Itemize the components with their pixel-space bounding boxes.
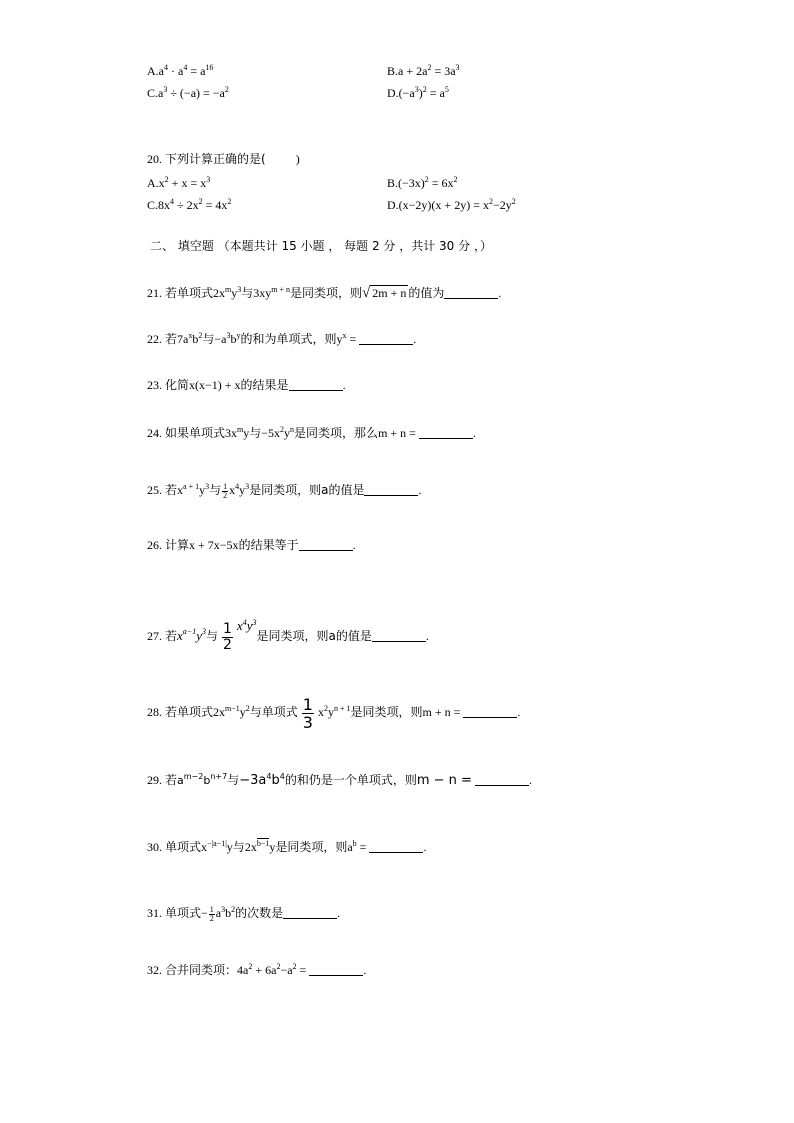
q24: 24. 如果单项式$3x^my$与$-5x^2y^n$是同类项，那么m + n = .: [147, 425, 476, 440]
fraction-half-large: $\frac{1}{2}$: [223, 620, 232, 653]
q20-option-d: $D.(x-2y)(x + 2y) = x^2-2y^2$: [387, 197, 516, 212]
answer-blank[interactable]: [444, 286, 498, 299]
section-title: 二、 填空题 （本题共计 15 小题 ， 每题 2 分 ，共计 30 分 ，）: [150, 239, 492, 253]
answer-blank[interactable]: [463, 705, 517, 718]
answer-blank[interactable]: [289, 378, 343, 391]
answer-blank[interactable]: [309, 963, 363, 976]
answer-blank[interactable]: [475, 773, 529, 786]
q25: 25. 若$x^{a + 1}y^3$与 $\frac{1}{2}$ $x^4y^3$是同类项，则a的值是 .: [147, 481, 422, 500]
q30: 30. 单项式$x^{-|a-1|}y$与$2x^{b-1}y$是同类项，则$a^b$ = .: [147, 839, 427, 854]
answer-blank[interactable]: [369, 840, 423, 853]
q26: 26. 计算x + 7x−5x的结果等于 .: [147, 538, 356, 552]
q28: 28. 若单项式$2x^{m-1}y^2$与单项式 $\frac{1}{3}$ $x^2y^{n + 1}$是同类项，则m + n = .: [147, 695, 521, 732]
q32: 32. 合并同类项：$4a^2 + 6a^2-a^2$ = .: [147, 962, 367, 977]
q19-option-c: $C.a^3 \div (-a) = -a^2$: [147, 85, 229, 100]
answer-blank[interactable]: [359, 332, 413, 345]
q29: 29. 若$a^{m-2}b^{n+7}$与$-3a^4b^4$的和仍是一个单项式，则m − n = .: [147, 772, 532, 788]
q20-stem: 20. 下列计算正确的是( ): [147, 152, 300, 166]
q21: 21. 若单项式$2x^my^3$与$3xy^{m + n}$是同类项，则√ 2m + n 的值为 .: [147, 285, 502, 301]
sqrt-expression: √ 2m + n: [362, 285, 407, 301]
q20-option-b: $B.(-3x)^2 = 6x^2$: [387, 175, 458, 190]
answer-blank[interactable]: [419, 426, 473, 439]
q19-option-a: $A.a^4 \cdot a^4 = a^{16}$: [147, 63, 214, 78]
answer-blank[interactable]: [364, 483, 418, 496]
q19-option-b: $B.a + 2a^2 = 3a^3$: [387, 63, 460, 78]
fraction-half: $\frac{1}{2}$: [209, 904, 214, 923]
answer-blank[interactable]: [283, 906, 337, 919]
fraction-half: $\frac{1}{2}$: [223, 481, 228, 500]
q23: 23. 化简x(x−1) + x的结果是 .: [147, 378, 346, 392]
q20-option-c: $C.8x^4 \div 2x^2 = 4x^2$: [147, 197, 232, 212]
q19-option-d: $D.(-a^3)^2 = a^5$: [387, 85, 449, 100]
answer-blank[interactable]: [372, 629, 426, 642]
q31: 31. 单项式− $\frac{1}{2}$ $a^3b^2$的次数是 .: [147, 904, 341, 923]
q22: 22. 若$7a^xb^2$与$-a^3b^y$的和为单项式，则$y^x$ = .: [147, 331, 417, 346]
q27: 27. 若$x^{a-1}y^3$与 $\frac{1}{2}$ $x^4y^3$是同类项，则a的值是 .: [147, 618, 429, 653]
fraction-third-large: $\frac{1}{3}$: [302, 695, 313, 732]
answer-blank[interactable]: [299, 538, 353, 551]
q20-option-a: $A.x^2 + x = x^3$: [147, 175, 211, 190]
